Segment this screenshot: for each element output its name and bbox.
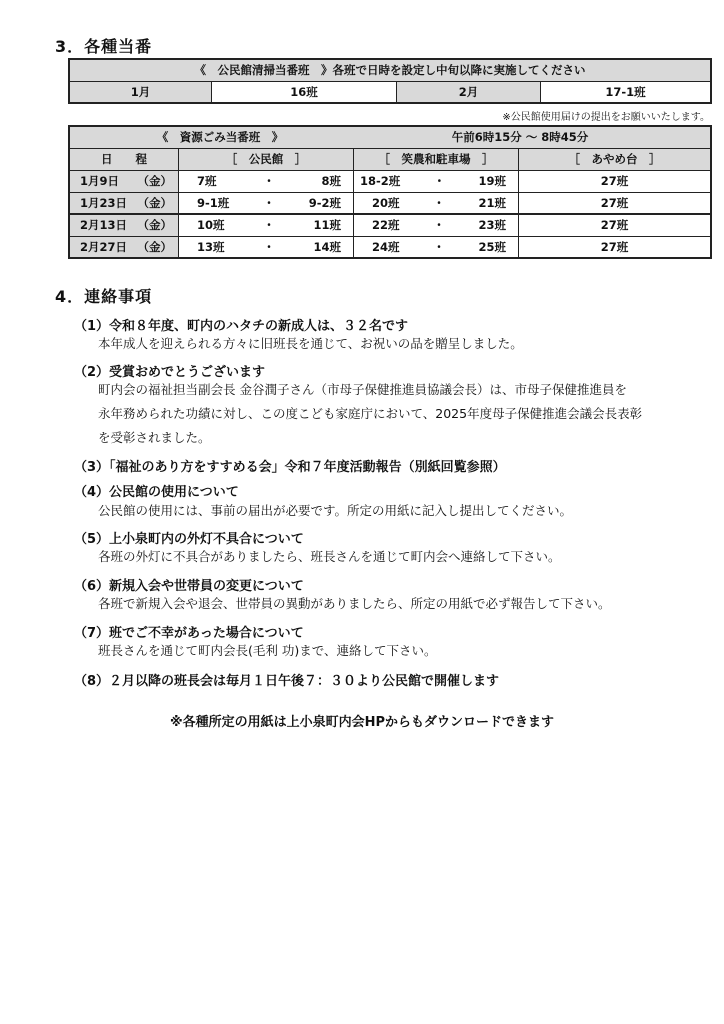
parking-group-a: 22班 <box>372 218 400 233</box>
dot: ・ <box>433 174 446 188</box>
row-day: （金） <box>137 218 172 233</box>
table-row <box>69 236 711 258</box>
cleaning-group-1: 16班 <box>212 81 397 103</box>
row-date: 2月13日 <box>80 218 128 233</box>
notice-5-body: 各班の外灯に不具合がありましたら、班長さんを通じて町内会へ連絡して下さい。 <box>98 549 561 564</box>
parking-group-b: 19班 <box>478 174 506 188</box>
dot: ・ <box>263 239 275 254</box>
section-4-title: 4．連絡事項 <box>55 287 153 306</box>
garbage-duty-table <box>68 125 712 259</box>
parking-group-b: 25班 <box>478 239 506 254</box>
kominkan-group-b: 11班 <box>313 218 341 233</box>
col-header-parking: ［ 笑農和駐車場 ］ <box>354 148 519 170</box>
dot: ・ <box>433 218 445 233</box>
notice-2-body-line-1: 町内会の福祉担当副会長 金谷潤子さん（市母子保健推進員協議会長）は、市母子保健推進員を <box>98 382 627 397</box>
table-row <box>69 214 711 236</box>
notice-2-body-line-3: を受彰されました。 <box>98 430 211 445</box>
row-day: （金） <box>137 174 172 188</box>
ayamedai-group: 27班 <box>519 236 712 258</box>
notice-5-heading: （5）上小泉町内の外灯不具合について <box>74 532 304 547</box>
kominkan-group-a: 10班 <box>197 218 225 233</box>
dot: ・ <box>433 195 445 210</box>
table-row <box>69 170 711 192</box>
notice-6-heading: （6）新規入会や世帯員の変更について <box>74 579 304 594</box>
notice-8-heading: （8）２月以降の班長会は毎月１日午後７：３０より公民館で開催します <box>74 674 500 689</box>
notice-4-body: 公民館の使用には、事前の届出が必要です。所定の用紙に記入し提出してください。 <box>98 503 573 518</box>
parking-group-b: 21班 <box>478 195 506 210</box>
col-header-kominkan: ［ 公民館 ］ <box>179 148 354 170</box>
cleaning-duty-table <box>68 58 712 104</box>
parking-group-b: 23班 <box>478 218 506 233</box>
kominkan-group-b: 14班 <box>313 239 341 254</box>
cleaning-month-2: 2月 <box>397 81 541 103</box>
section-3-title: 3．各種当番 <box>55 37 153 56</box>
row-date: 1月23日 <box>80 195 128 210</box>
kominkan-group-a: 7班 <box>197 174 217 188</box>
notice-4-heading: （4）公民館の使用について <box>74 485 239 500</box>
notice-1-body: 本年成人を迎えられる方々に旧班長を通じて、お祝いの品を贈呈しました。 <box>98 336 523 351</box>
notice-3-heading: （3）「福祉のあり方をすすめる会」令和７年度活動報告（別紙回覧参照） <box>74 460 506 475</box>
col-header-ayamedai: ［ あやめ台 ］ <box>519 148 712 170</box>
notice-6-body: 各班で新規入会や退会、世帯員の異動がありましたら、所定の用紙で必ず報告して下さい。 <box>98 596 611 611</box>
parking-group-a: 18-2班 <box>360 174 401 188</box>
parking-group-a: 20班 <box>372 195 400 210</box>
ayamedai-group: 27班 <box>519 214 712 236</box>
cleaning-group-2: 17-1班 <box>541 81 712 103</box>
cleaning-note: ※公民館使用届けの提出をお願いいたします。 <box>502 112 710 123</box>
row-day: （金） <box>137 239 172 254</box>
garbage-table-title: 《 資源ごみ当番班 》 <box>156 130 284 145</box>
parking-group-a: 24班 <box>372 239 400 254</box>
dot: ・ <box>263 174 275 188</box>
cleaning-table-header: 《 公民館清掃当番班 》各班で日時を設定し中旬以降に実施してください <box>69 59 711 81</box>
table-row <box>69 192 711 214</box>
notice-2-body-line-2: 永年務められた功績に対し、この度こども家庭庁において、2025年度母子保健推進会議会長表彰 <box>98 406 643 421</box>
garbage-table-header <box>69 126 711 148</box>
garbage-table-time: 午前6時15分 ～ 8時45分 <box>451 130 589 145</box>
download-note: ※各種所定の用紙は上小泉町内会HPからもダウンロードできます <box>169 715 555 730</box>
notice-7-heading: （7）班でご不幸があった場合について <box>74 626 304 641</box>
cleaning-month-1: 1月 <box>69 81 212 103</box>
dot: ・ <box>263 195 275 210</box>
kominkan-group-b: 9-2班 <box>308 195 341 210</box>
kominkan-group-a: 9-1班 <box>197 195 230 210</box>
kominkan-group-a: 13班 <box>197 239 225 254</box>
col-header-date: 日 程 <box>69 148 179 170</box>
row-day: （金） <box>137 195 172 210</box>
notice-2-heading: （2）受賞おめでとうございます <box>74 365 266 380</box>
row-date: 2月27日 <box>80 239 128 254</box>
notice-1-heading: （1）令和８年度、町内のハタチの新成人は、３２名です <box>74 319 409 334</box>
dot: ・ <box>263 218 275 233</box>
row-date: 1月9日 <box>80 174 120 188</box>
kominkan-group-b: 8班 <box>321 174 341 188</box>
dot: ・ <box>433 239 445 254</box>
ayamedai-group: 27班 <box>519 170 712 192</box>
ayamedai-group: 27班 <box>519 192 712 214</box>
notice-7-body: 班長さんを通じて町内会長(毛利 功)まで、連絡して下さい。 <box>98 643 437 658</box>
